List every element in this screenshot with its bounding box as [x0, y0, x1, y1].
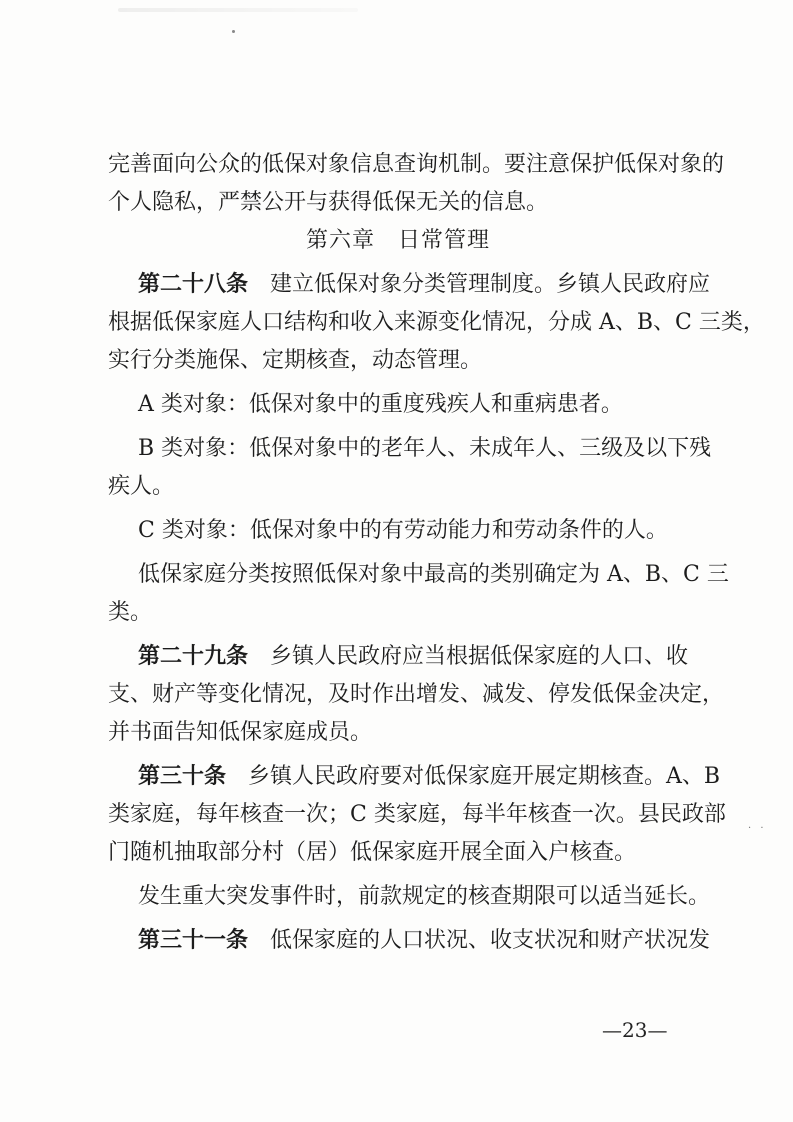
- article-label: 第三十条: [138, 764, 227, 789]
- article-31-line: [108, 922, 711, 960]
- article-text: 乡镇人民政府应当根据低保家庭的人口、收: [270, 644, 689, 669]
- scan-artifact-top: [118, 8, 358, 12]
- article-text: 乡镇人民政府要对低保家庭开展定期核查。A、B: [248, 764, 721, 789]
- article-text: 低保家庭的人口状况、收支状况和财产状况发: [270, 928, 711, 953]
- family-class-line: 低保家庭分类按照低保对象中最高的类别确定为 A、B、C 三: [138, 562, 729, 587]
- text-line: 根据低保家庭人口结构和收入来源变化情况，分成 A、B、C 三类，: [108, 310, 765, 335]
- article-label: 第三十一条: [138, 928, 249, 953]
- scan-artifact-dot: [232, 30, 235, 33]
- scan-artifact-right: · ·: [748, 823, 767, 834]
- text-line: 疾人。: [108, 474, 175, 499]
- text-line: 个人隐私，严禁公开与获得低保无关的信息。: [108, 190, 549, 215]
- article-text: 建立低保对象分类管理制度。乡镇人民政府应: [270, 272, 711, 297]
- text-line: 并书面告知低保家庭成员。: [108, 720, 373, 745]
- document-body: [108, 146, 765, 960]
- article-28-line: [108, 266, 711, 304]
- text-line: 完善面向公众的低保对象信息查询机制。要注意保护低保对象的: [108, 152, 725, 177]
- class-b-line: B 类对象：低保对象中的老年人、未成年人、三级及以下残: [138, 436, 712, 461]
- chapter-heading: 第六章 日常管理: [305, 228, 490, 253]
- text-line: 门随机抽取部分村（居）低保家庭开展全面入户核查。: [108, 840, 637, 865]
- class-c-line: C 类对象：低保对象中的有劳动能力和劳动条件的人。: [138, 518, 668, 543]
- class-a-line: A 类对象：低保对象中的重度残疾人和重病患者。: [138, 392, 623, 417]
- article-29-line: [108, 638, 688, 676]
- text-line: 类。: [108, 600, 153, 625]
- text-line: 实行分类施保、定期核查，动态管理。: [108, 348, 483, 373]
- text-line: 支、财产等变化情况，及时作出增发、减发、停发低保金决定，: [108, 682, 725, 707]
- article-label: 第二十八条: [138, 272, 249, 297]
- page-number: —23—: [602, 1018, 668, 1042]
- article-label: 第二十九条: [138, 644, 249, 669]
- emergency-line: 发生重大突发事件时，前款规定的核查期限可以适当延长。: [138, 884, 711, 909]
- article-30-line: [108, 758, 721, 796]
- text-line: 类家庭，每年核查一次；C 类家庭，每半年核查一次。县民政部: [108, 802, 726, 827]
